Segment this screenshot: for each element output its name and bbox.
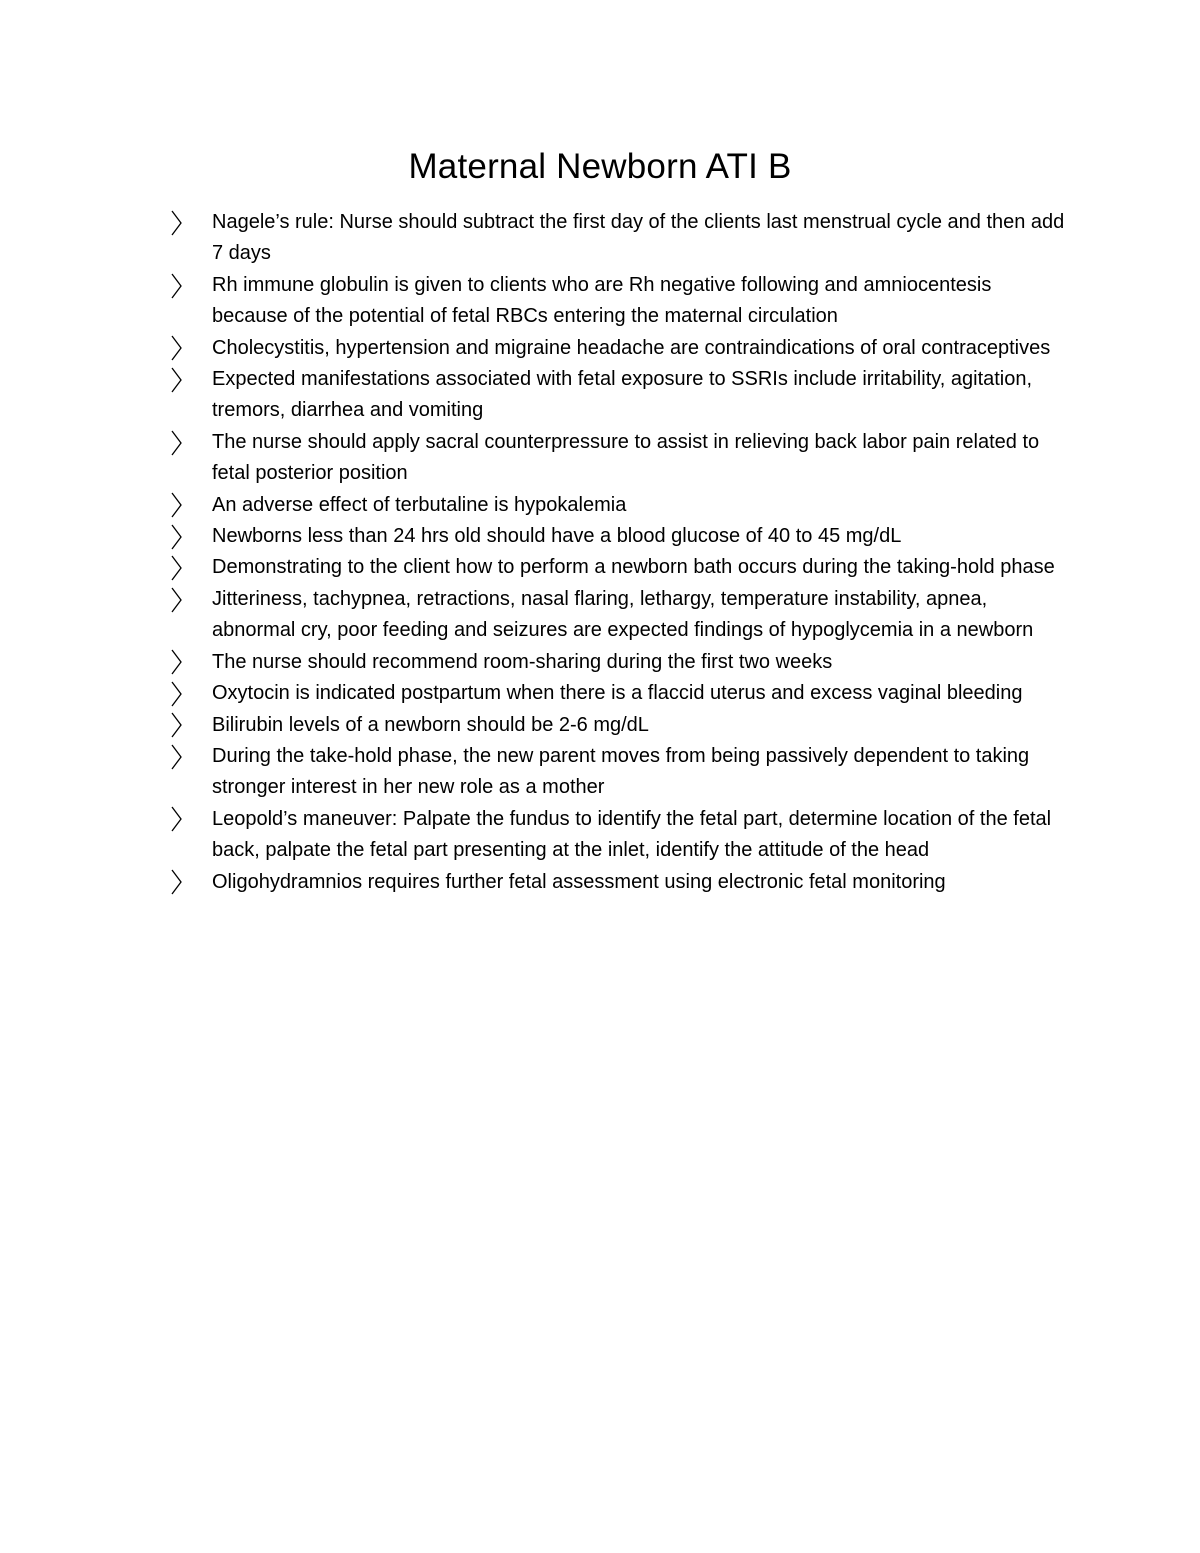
- chevron-right-icon: [170, 207, 212, 238]
- page-title: Maternal Newborn ATI B: [408, 147, 792, 186]
- list-item-text: Demonstrating to the client how to perform a newborn bath occurs during the taking-hold phase: [212, 556, 1055, 579]
- list-item: [170, 207, 1070, 270]
- chevron-right-icon: [170, 521, 212, 552]
- list-item-text: Oxytocin is indicated postpartum when there is a flaccid uterus and excess vaginal bleeding: [212, 682, 1023, 705]
- list-item-text: Cholecystitis, hypertension and migraine headache are contraindications of oral contraceptives: [212, 336, 1051, 359]
- list-item: [170, 647, 1070, 678]
- list-item: [170, 427, 1070, 490]
- list-item: [170, 867, 1070, 898]
- list-item: [170, 521, 1070, 552]
- list-item: [170, 584, 1070, 647]
- list-item-text: Nagele’s rule: Nurse should subtract the first day of the clients last menstrual cycle and then add 7 days: [212, 211, 1065, 265]
- list-item: [170, 364, 1070, 427]
- list-item-text: Leopold’s maneuver: Palpate the fundus to identify the fetal part, determine location of the fetal back, palpate the fetal part presenting at the inlet, identify the attitude of the head: [212, 807, 1052, 862]
- list-item-text: An adverse effect of terbutaline is hypokalemia: [212, 493, 627, 516]
- list-item-text: Expected manifestations associated with fetal exposure to SSRIs include irritability, agitation, tremors, diarrhea and vomiting: [212, 368, 1033, 422]
- list-item: [170, 490, 1070, 521]
- list-item: [170, 710, 1070, 741]
- chevron-right-icon: [170, 710, 212, 741]
- list-item-text: Jitteriness, tachypnea, retractions, nasal flaring, lethargy, temperature instability, apnea, abnormal cry, poor feeding and seizures are expected findings of hypoglycemia in a newborn: [212, 587, 1034, 642]
- list-item: [170, 552, 1070, 583]
- chevron-right-icon: [170, 584, 212, 615]
- chevron-right-icon: [170, 490, 212, 521]
- list-item-text: Bilirubin levels of a newborn should be 2-6 mg/dL: [212, 713, 649, 736]
- chevron-right-icon: [170, 333, 212, 364]
- bullet-list: [170, 207, 1070, 898]
- list-item: [170, 804, 1070, 867]
- list-item-text: The nurse should recommend room-sharing during the first two weeks: [212, 650, 833, 673]
- chevron-right-icon: [170, 270, 212, 301]
- chevron-right-icon: [170, 647, 212, 678]
- list-item: [170, 741, 1070, 804]
- list-item-text: Newborns less than 24 hrs old should have a blood glucose of 40 to 45 mg/dL: [212, 525, 902, 548]
- chevron-right-icon: [170, 804, 212, 835]
- list-item: [170, 678, 1070, 709]
- list-item-text: During the take-hold phase, the new parent moves from being passively dependent to taking stronger interest in her new role as a mother: [212, 744, 1030, 799]
- chevron-right-icon: [170, 364, 212, 395]
- list-item: [170, 333, 1070, 364]
- list-item-text: The nurse should apply sacral counterpressure to assist in relieving back labor pain related to fetal posterior position: [212, 430, 1040, 485]
- chevron-right-icon: [170, 678, 212, 709]
- list-item-text: Rh immune globulin is given to clients who are Rh negative following and amniocentesis because of the potential of fetal RBCs entering the maternal circulation: [212, 273, 992, 328]
- list-item: [170, 270, 1070, 333]
- list-item-text: Oligohydramnios requires further fetal assessment using electronic fetal monitoring: [212, 870, 946, 893]
- chevron-right-icon: [170, 741, 212, 772]
- chevron-right-icon: [170, 867, 212, 898]
- chevron-right-icon: [170, 427, 212, 458]
- chevron-right-icon: [170, 552, 212, 583]
